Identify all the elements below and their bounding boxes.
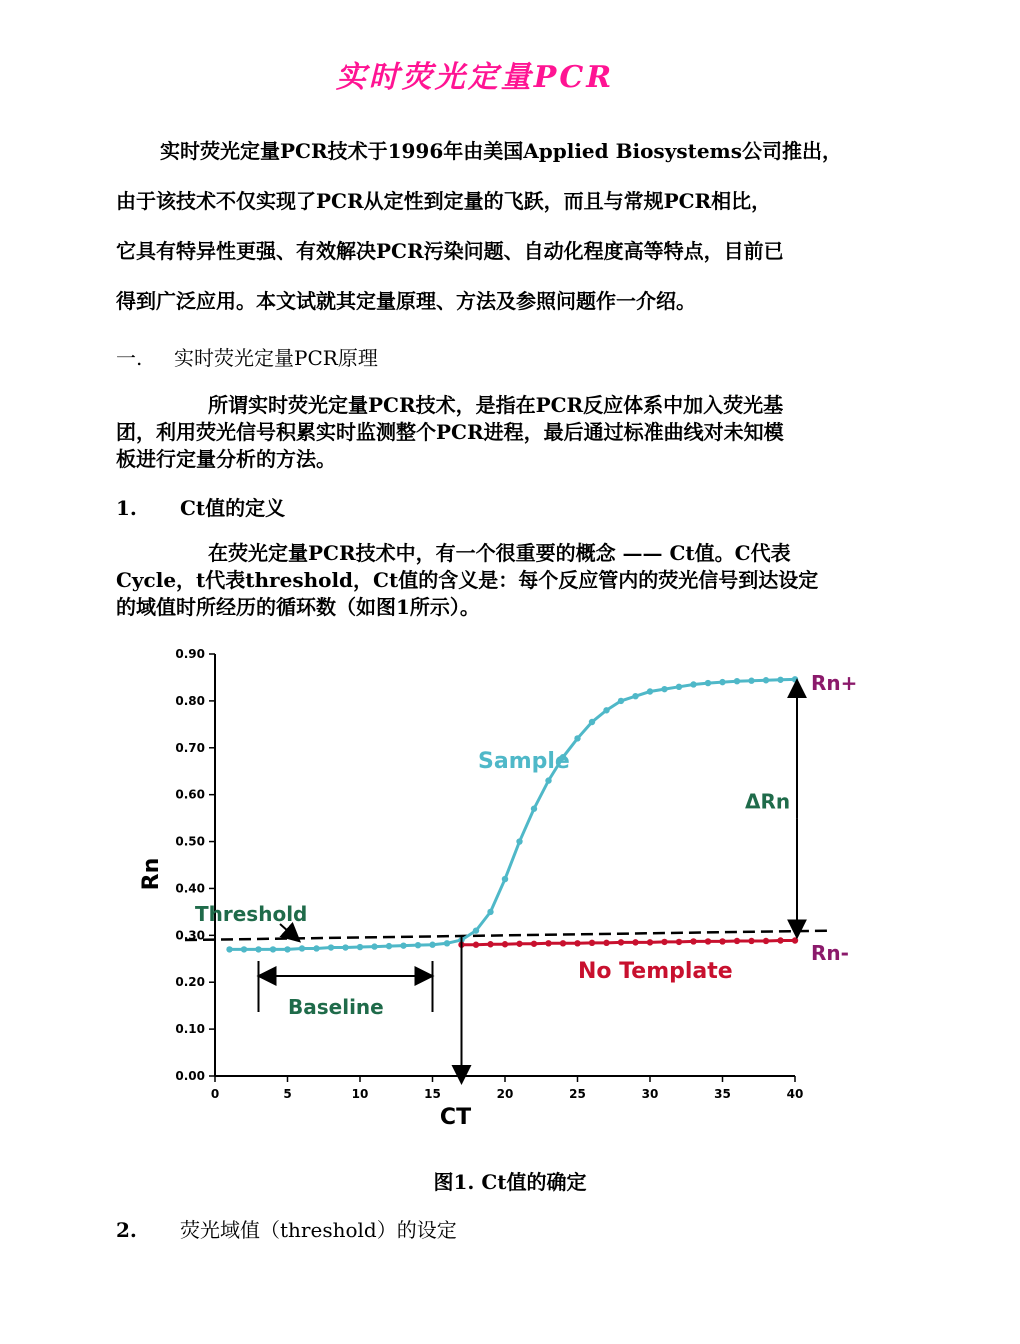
series-line-sample	[230, 679, 796, 949]
data-point	[299, 945, 305, 951]
rn-minus-label: Rn-	[811, 941, 849, 966]
data-point	[690, 681, 696, 687]
data-point	[763, 677, 769, 683]
data-point	[748, 938, 754, 944]
x-tick-label: 35	[714, 1087, 731, 1101]
amplification-chart-svg	[110, 636, 858, 1146]
data-point	[705, 938, 711, 944]
data-point	[487, 909, 493, 915]
data-point	[516, 941, 522, 947]
data-point	[502, 876, 508, 882]
para-line: Cycle，t代表threshold，Ct值的含义是：每个反应管内的荧光信号到达设定	[116, 568, 819, 592]
intro-line: 它具有特异性更强、有效解决PCR污染问题、自动化程度高等特点，目前已	[116, 239, 784, 263]
para-line: 板进行定量分析的方法。	[116, 447, 336, 471]
section-1-heading	[116, 342, 378, 371]
y-tick-label: 0.10	[175, 1022, 205, 1037]
data-point	[777, 677, 783, 683]
x-tick-label: 15	[424, 1087, 441, 1101]
subsection-1-paragraph	[116, 540, 911, 621]
x-tick-label: 25	[569, 1087, 586, 1101]
data-point	[574, 735, 580, 741]
y-tick-label: 0.30	[175, 928, 205, 943]
para-line: 所谓实时荧光定量PCR技术，是指在PCR反应体系中加入荧光基	[208, 393, 784, 417]
data-point	[328, 944, 334, 950]
data-point	[748, 678, 754, 684]
rn-plus-label: Rn+	[811, 671, 858, 696]
data-point	[560, 940, 566, 946]
data-point	[473, 942, 479, 948]
y-tick-label: 0.80	[175, 693, 205, 708]
data-point	[589, 940, 595, 946]
data-point	[705, 680, 711, 686]
delta-rn-label: ΔRn	[745, 789, 791, 814]
data-point	[429, 942, 435, 948]
intro-line: 得到广泛应用。本文试就其定量原理、方法及参照问题作一介绍。	[116, 289, 696, 313]
para-line: 在荧光定量PCR技术中，有一个很重要的概念 —— Ct值。C代表	[208, 541, 791, 565]
series-label-no-template: No Template	[578, 959, 733, 984]
y-tick-label: 0.40	[175, 881, 205, 896]
y-tick-label: 0.70	[175, 740, 205, 755]
data-point	[589, 719, 595, 725]
subsection-number: 1.	[116, 496, 137, 520]
data-point	[313, 945, 319, 951]
data-point	[618, 939, 624, 945]
y-tick-label: 0.60	[175, 787, 205, 802]
data-point	[357, 944, 363, 950]
data-point	[545, 940, 551, 946]
subsection-1-heading	[116, 492, 285, 521]
data-point	[734, 678, 740, 684]
threshold-line	[185, 931, 830, 940]
data-point	[400, 942, 406, 948]
data-point	[284, 946, 290, 952]
data-point	[719, 938, 725, 944]
data-point	[719, 679, 725, 685]
data-point	[531, 941, 537, 947]
data-point	[777, 937, 783, 943]
data-point	[763, 938, 769, 944]
x-tick-label: 30	[641, 1087, 659, 1101]
data-point	[676, 684, 682, 690]
data-point	[792, 676, 798, 682]
subsection-title: Ct值的定义	[180, 496, 286, 520]
data-point	[734, 938, 740, 944]
data-point	[603, 940, 609, 946]
data-point	[545, 777, 551, 783]
data-point	[415, 942, 421, 948]
data-point	[386, 943, 392, 949]
data-point	[342, 944, 348, 950]
x-tick-label: 0	[210, 1087, 220, 1101]
data-point	[371, 943, 377, 949]
series-line-no-template	[462, 940, 796, 944]
data-point	[632, 693, 638, 699]
y-tick-label: 0.00	[175, 1069, 205, 1083]
subsection-title: 荧光域值（threshold）的设定	[180, 1218, 457, 1242]
section-1-paragraph	[116, 392, 911, 473]
page-title: 实时荧光定量PCR	[335, 60, 615, 95]
x-tick-label: 40	[786, 1087, 804, 1101]
x-tick-label: 10	[351, 1087, 369, 1101]
y-tick-label: 0.50	[175, 834, 205, 849]
y-tick-label: 0.20	[175, 975, 205, 990]
intro-line: 由于该技术不仅实现了PCR从定性到定量的飞跃，而且与常规PCR相比，	[116, 189, 772, 213]
data-point	[792, 937, 798, 943]
data-point	[270, 946, 276, 952]
x-tick-label: 5	[283, 1087, 292, 1101]
section-title: 实时荧光定量PCR原理	[174, 346, 378, 370]
data-point	[632, 939, 638, 945]
ct-label: CT	[439, 1105, 472, 1130]
data-point	[676, 939, 682, 945]
data-point	[690, 938, 696, 944]
data-point	[661, 939, 667, 945]
threshold-label: Threshold	[195, 902, 308, 926]
data-point	[574, 940, 580, 946]
data-point	[647, 688, 653, 694]
data-point	[241, 946, 247, 952]
intro-line: 实时荧光定量PCR技术于1996年由美国Applied Biosystems公司推出，	[160, 139, 842, 163]
data-point	[487, 941, 493, 947]
amplification-chart	[110, 636, 858, 1146]
subsection-number: 2.	[116, 1218, 137, 1242]
data-point	[531, 806, 537, 812]
data-point	[502, 941, 508, 947]
y-tick-label: 0.90	[175, 647, 205, 661]
data-point	[255, 946, 261, 952]
x-tick-label: 20	[496, 1087, 514, 1101]
baseline-label: Baseline	[288, 995, 384, 1019]
data-point	[661, 686, 667, 692]
figure-caption: 图1. Ct值的确定	[433, 1170, 587, 1194]
series-label-sample: Sample	[478, 749, 570, 774]
section-number: 一.	[116, 346, 143, 370]
data-point	[226, 946, 232, 952]
para-line: 团，利用荧光信号积累实时监测整个PCR进程，最后通过标准曲线对未知模	[116, 420, 784, 444]
data-point	[647, 939, 653, 945]
y-axis-label: Rn	[139, 857, 164, 891]
data-point	[603, 707, 609, 713]
subsection-2-heading	[116, 1214, 457, 1243]
data-point	[444, 940, 450, 946]
data-point	[516, 838, 522, 844]
data-point	[618, 698, 624, 704]
para-line: 的域值时所经历的循环数（如图1所示）。	[116, 595, 480, 619]
data-point	[473, 927, 479, 933]
intro-paragraph	[116, 126, 911, 326]
